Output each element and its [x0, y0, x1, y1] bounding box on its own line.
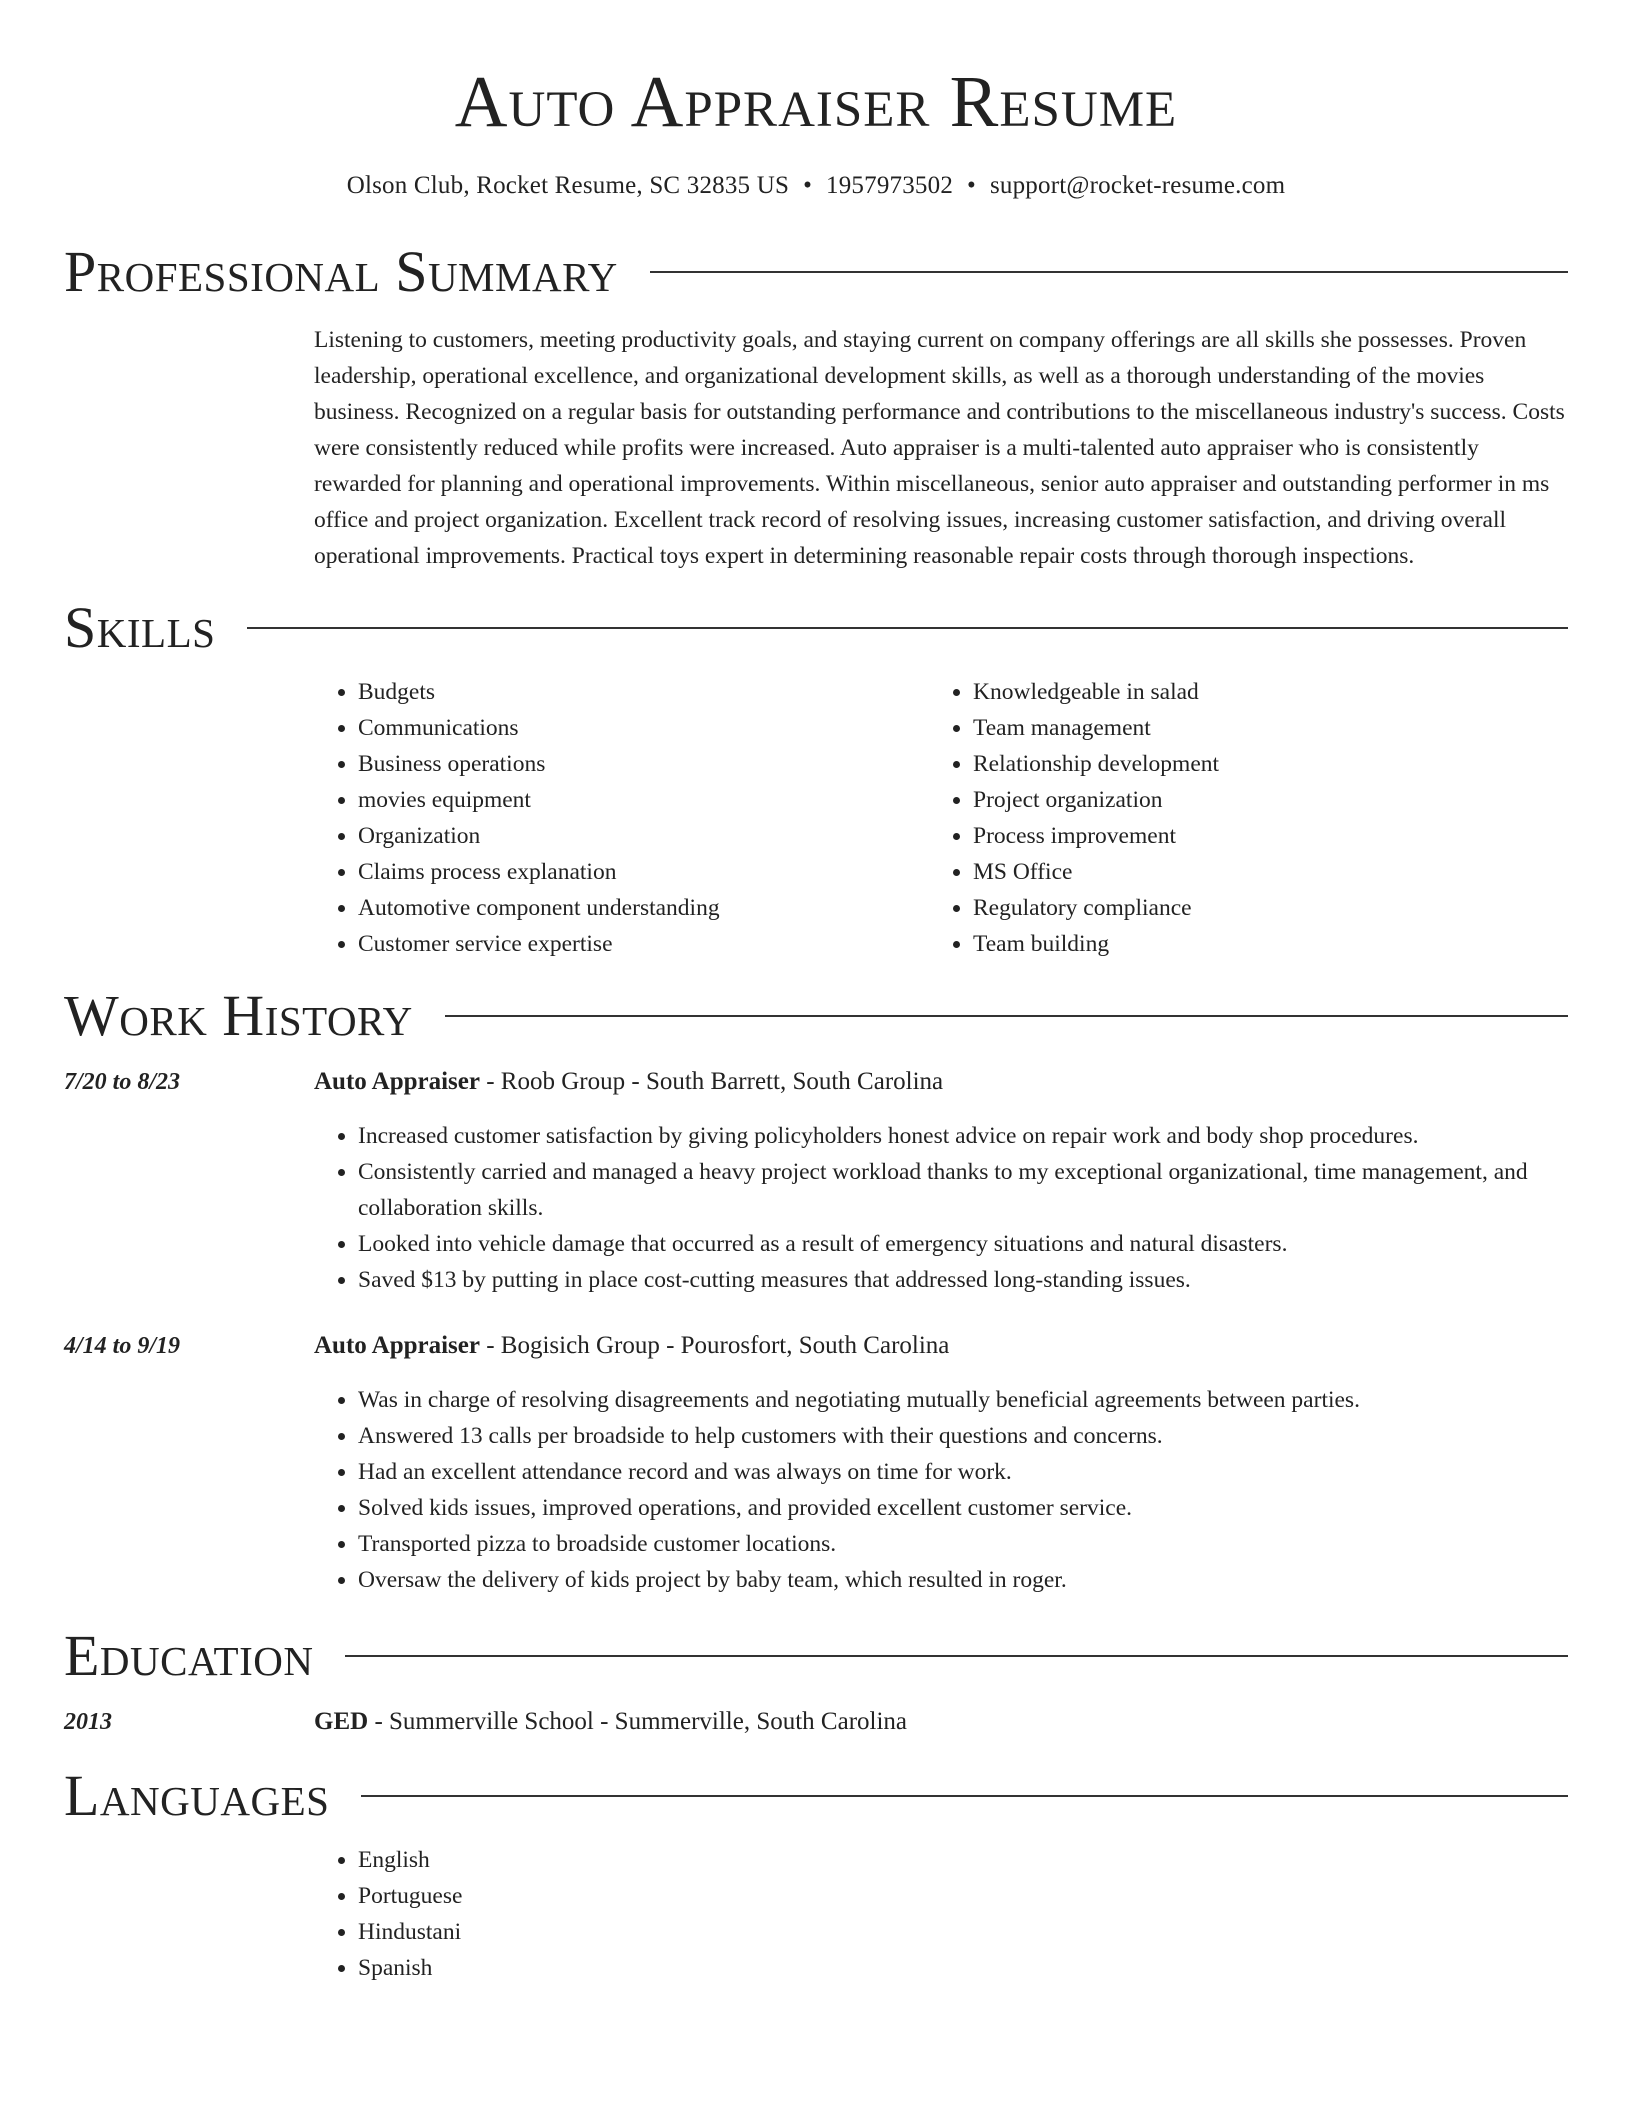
skills-column-left [314, 674, 929, 962]
section-divider [247, 627, 1568, 629]
skill-item: • Knowledgeable in salad [973, 674, 1544, 710]
work-heading: Work History [64, 983, 413, 1048]
education-section-header [64, 1624, 1568, 1688]
job-bullets [314, 1118, 1568, 1298]
education-degree: GED [314, 1708, 369, 1735]
job-header [314, 1328, 949, 1364]
skill-item: • Claims process explanation [358, 854, 929, 890]
section-divider [345, 1655, 1568, 1657]
job-bullet: • Transported pizza to broadside customer locations. [358, 1526, 1568, 1562]
job-bullet: • Answered 13 calls per broadside to help customers with their questions and concerns. [358, 1418, 1568, 1454]
skill-item: • Team management [973, 710, 1544, 746]
skill-item: • Team building [973, 926, 1544, 962]
skill-item: • Budgets [358, 674, 929, 710]
skill-item: • Project organization [973, 782, 1544, 818]
languages-list [314, 1842, 1568, 1986]
skill-item: • MS Office [973, 854, 1544, 890]
contact-separator: • [967, 172, 976, 199]
education-entry [64, 1704, 1568, 1740]
skills-column-right [929, 674, 1544, 962]
skill-item: • Communications [358, 710, 929, 746]
skills-section-header [64, 596, 1568, 660]
contact-email: support@rocket-resume.com [989, 172, 1286, 199]
summary-heading: Professional Summary [64, 239, 618, 304]
language-item: • Portuguese [358, 1878, 1568, 1914]
summary-section-header [64, 240, 1568, 304]
job-bullet: • Was in charge of resolving disagreements and negotiating mutually beneficial agreements between parties. [358, 1382, 1568, 1418]
job-bullet: • Oversaw the delivery of kids project by baby team, which resulted in roger. [358, 1562, 1568, 1598]
work-section-header [64, 984, 1568, 1048]
section-divider [650, 271, 1568, 273]
languages-heading: Languages [64, 1763, 330, 1828]
job-bullets [314, 1382, 1568, 1598]
skill-item: • Organization [358, 818, 929, 854]
job-title: Auto Appraiser [314, 1332, 480, 1359]
section-divider [445, 1015, 1568, 1017]
contact-line [64, 170, 1568, 202]
job-entry [64, 1328, 1568, 1598]
skill-item: • movies equipment [358, 782, 929, 818]
contact-address: Olson Club, Rocket Resume, SC 32835 US [346, 172, 790, 199]
contact-separator: • [803, 172, 813, 199]
job-title: Auto Appraiser [314, 1068, 480, 1095]
job-dates: 4/14 to 9/19 [64, 1333, 181, 1359]
section-divider [361, 1795, 1568, 1797]
job-bullet: • Consistently carried and managed a heavy project workload thanks to my exceptional organizational, time management, and collaboration skills. [358, 1154, 1568, 1226]
summary-text: Listening to customers, meeting productivity goals, and staying current on company offerings are all skills she possesses. Proven leadership, operational excellence, and organizational development skills, as well as a thorough understanding of the movies business. Recognized on a regular basis for outstanding performance and contributions to the miscellaneous industry's success. Costs were consistently reduced while profits were increased. Auto appraiser is a multi-talented auto appraiser who is consistently rewarded for planning and operational improvements. Within miscellaneous, senior auto appraiser and outstanding performer in ms office and project organization. Excellent track record of resolving issues, increasing customer satisfaction, and driving overall operational improvements. Practical toys expert in determining reasonable repair costs through thorough inspections. [314, 327, 1565, 569]
skill-item: • Business operations [358, 746, 929, 782]
job-employer: - Bogisich Group - Pourosfort, South Carolina [479, 1332, 950, 1359]
job-bullet: • Increased customer satisfaction by giving policyholders honest advice on repair work and body shop procedures. [358, 1118, 1568, 1154]
education-heading: Education [64, 1623, 314, 1688]
education-school: - Summerville School - Summerville, South Carolina [368, 1708, 908, 1735]
skill-item: • Customer service expertise [358, 926, 929, 962]
job-bullet: • Solved kids issues, improved operations, and provided excellent customer service. [358, 1490, 1568, 1526]
job-header [314, 1064, 943, 1100]
job-bullet: • Looked into vehicle damage that occurred as a result of emergency situations and natural disasters. [358, 1226, 1568, 1262]
job-bullet: • Had an excellent attendance record and was always on time for work. [358, 1454, 1568, 1490]
language-item: • English [358, 1842, 1568, 1878]
skill-item: • Automotive component understanding [358, 890, 929, 926]
skill-item: • Regulatory compliance [973, 890, 1544, 926]
skill-item: • Process improvement [973, 818, 1544, 854]
job-employer: - Roob Group - South Barrett, South Carolina [479, 1068, 944, 1095]
skill-item: • Relationship development [973, 746, 1544, 782]
language-item: • Hindustani [358, 1914, 1568, 1950]
contact-phone: 1957973502 [826, 172, 954, 199]
job-entry [64, 1064, 1568, 1298]
education-header [314, 1704, 907, 1740]
language-item: • Spanish [358, 1950, 1568, 1986]
job-bullet: • Saved $13 by putting in place cost-cutting measures that addressed long-standing issues. [358, 1262, 1568, 1298]
resume-title: Auto Appraiser Resume [454, 61, 1178, 142]
skills-list [314, 674, 1568, 962]
education-year: 2013 [64, 1709, 112, 1735]
skills-heading: Skills [64, 595, 216, 660]
job-dates: 7/20 to 8/23 [64, 1069, 181, 1095]
languages-section-header [64, 1764, 1568, 1828]
